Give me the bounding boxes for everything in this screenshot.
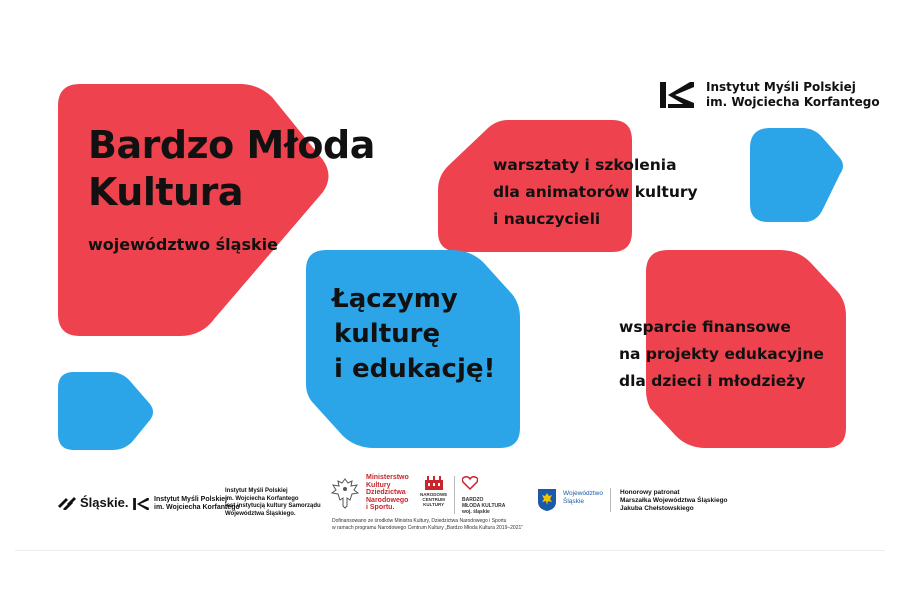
nck-line-3: KULTURY	[423, 502, 445, 507]
ministry-line-1: Ministerstwo	[366, 474, 409, 481]
footer-logos	[0, 468, 900, 538]
institute-small-line-2: im. Wojciecha Korfantego	[154, 504, 240, 511]
patronage-line-1: Honorowy patronat	[620, 489, 680, 496]
patronage-note	[620, 489, 728, 513]
slaskie-logo	[58, 495, 128, 510]
bottom-divider	[15, 550, 885, 551]
korfanty-k-small-icon	[133, 498, 149, 510]
institute-logo-small	[133, 496, 240, 512]
ministry-line-2: Kultury	[366, 481, 391, 489]
korfanty-k-logo-icon	[660, 82, 694, 108]
institute-logo	[660, 80, 880, 110]
cofunding-line-1: Dofinansowano ze środków Ministra Kultury, Dziedzictwa Narodowego i Sportu	[332, 518, 507, 524]
footer-divider-2	[610, 488, 611, 512]
institute-note-line-4: Województwa Śląskiego.	[225, 510, 296, 517]
support-line-2: na projekty edukacyjne	[619, 345, 824, 363]
slaskie-stripes-icon	[58, 496, 76, 510]
workshops-text	[493, 152, 698, 233]
bmk-heart-icon	[462, 476, 478, 490]
support-line-1: wsparcie finansowe	[619, 318, 791, 336]
nck-building-icon	[425, 476, 443, 490]
ministry-line-5: i Sportu.	[366, 504, 395, 511]
title-line-2: Kultura	[88, 170, 243, 214]
patronage-line-3: Jakuba Chełstowskiego	[620, 505, 694, 512]
voivodeship-line-2: Śląskie	[563, 498, 584, 505]
slaskie-wordmark: Śląskie.	[80, 495, 129, 510]
slogan-line-1: Łączymy	[332, 284, 458, 314]
support-text	[619, 314, 824, 395]
region-label: województwo śląskie	[88, 235, 278, 254]
bmk-line-1: BARDZO	[462, 497, 484, 503]
polish-eagle-icon	[330, 476, 360, 510]
ministry-line-4: Narodowego	[366, 496, 409, 504]
slogan-line-2: kulturę	[334, 319, 441, 349]
institute-note-line-2: im. Wojciecha Korfantego	[225, 495, 299, 502]
silesia-crest-icon	[537, 488, 557, 512]
blue-shape-small-left	[58, 372, 153, 450]
voivodeship-logo	[537, 488, 603, 512]
bmk-line-2: MŁODA KULTURA	[462, 503, 506, 509]
nck-line-1: NARODOWE	[420, 492, 448, 497]
institute-name-line-2: im. Wojciecha Korfantego	[706, 95, 880, 109]
title-line-1: Bardzo Młoda	[88, 123, 375, 167]
blue-shape-small-right	[750, 128, 843, 222]
bmk-line-3: woj. śląskie	[462, 509, 490, 515]
bmk-logo	[462, 476, 505, 515]
institute-note	[225, 488, 321, 518]
cofunding-note	[332, 518, 523, 531]
institute-name-line-1: Instytut Myśli Polskiej	[706, 80, 856, 94]
slogan-line-3: i edukację!	[334, 354, 496, 384]
workshops-line-1: warsztaty i szkolenia	[493, 156, 677, 174]
institute-note-line-3: jest instytucją kultury Samorządu	[225, 503, 321, 509]
workshops-line-3: i nauczycieli	[493, 210, 601, 228]
footer-divider	[454, 476, 455, 514]
support-line-3: dla dzieci i młodzieży	[619, 372, 806, 390]
center-slogan	[332, 282, 495, 387]
page-title	[88, 122, 375, 216]
nck-logo	[420, 476, 447, 507]
patronage-line-2: Marszałka Województwa Śląskiego	[620, 497, 728, 504]
cofunding-line-2: w ramach programu Narodowego Centrum Kultury „Bardzo Młoda Kultura 2019–2021”	[332, 524, 523, 531]
workshops-line-2: dla animatorów kultury	[493, 183, 698, 201]
voivodeship-line-1: Województwo	[563, 490, 603, 497]
institute-small-line-1: Instytut Myśli Polskiej	[154, 496, 228, 503]
ministry-logo	[330, 474, 409, 512]
institute-note-line-1: Instytut Myśli Polskiej	[225, 488, 288, 494]
nck-line-2: CENTRUM	[422, 497, 445, 502]
ministry-line-3: Dziedzictwa	[366, 489, 406, 496]
